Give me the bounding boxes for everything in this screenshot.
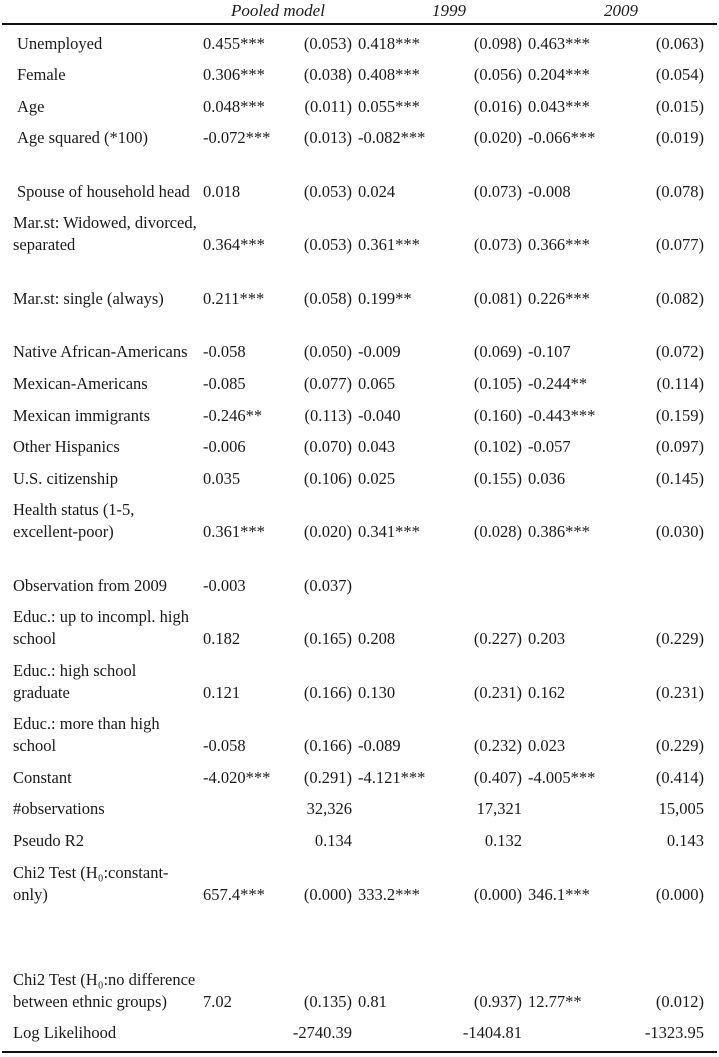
cell-1999-coef: 0.065 <box>358 373 396 393</box>
cell-1999-coef: 0.055*** <box>358 96 420 116</box>
row-label: #observations <box>13 799 105 819</box>
cell-1999-coef: 0.418*** <box>358 33 420 53</box>
cell-1999-coef: -0.040 <box>358 405 401 425</box>
cell-2009-se: (0.019) <box>655 128 704 148</box>
cell-pooled-se: (0.053) <box>303 235 352 255</box>
row-label: Chi2 Test (H₀:no difference between ethnic groups) <box>13 969 196 1011</box>
cell-pooled-coef: 0.306*** <box>203 65 265 85</box>
cell-pooled-coef: 0.182 <box>203 629 241 649</box>
row-label: Other Hispanics <box>13 437 120 457</box>
cell-pooled-se: (0.291) <box>303 767 352 787</box>
row-label: Health status (1-5, excellent-poor) <box>13 500 135 542</box>
table-row <box>0 494 704 548</box>
cell-pooled-coef: -0.058 <box>203 342 246 362</box>
cell-pooled-coef: 0.455*** <box>203 33 265 53</box>
cell-1999-se: (0.069) <box>473 342 522 362</box>
row-label: Mexican immigrants <box>13 405 151 425</box>
row-label: Educ.: high school graduate <box>13 660 137 702</box>
table-row <box>0 431 704 463</box>
cell-pooled-coef: 0.211*** <box>203 288 265 308</box>
cell-2009-coef <box>522 547 610 601</box>
row-label: Observation from 2009 <box>13 575 167 595</box>
cell-2009-se: (0.114) <box>656 373 704 393</box>
cell-pooled-se: (0.106) <box>303 468 352 488</box>
table-row <box>0 547 704 601</box>
cell-1999-coef: -0.009 <box>358 342 401 362</box>
cell-1999-coef: -4.121*** <box>358 767 426 787</box>
row-label: U.S. citizenship <box>13 468 118 488</box>
cell-1999-se: (0.232) <box>473 736 522 756</box>
cell-pooled-se: -2740.39 <box>292 1023 352 1043</box>
table-row <box>0 793 704 825</box>
top-rule <box>2 23 717 25</box>
cell-pooled-se: (0.053) <box>303 33 352 53</box>
cell-2009-se: (0.159) <box>655 405 704 425</box>
cell-1999-coef <box>352 547 440 601</box>
table-row <box>0 1017 704 1049</box>
cell-pooled-coef: -0.085 <box>203 373 246 393</box>
regression-table <box>0 27 704 1048</box>
cell-pooled-coef: 0.361*** <box>203 522 265 542</box>
cell-1999-se: (0.155) <box>473 468 522 488</box>
table-row <box>0 399 704 431</box>
cell-2009-se <box>610 547 704 601</box>
cell-1999-se: (0.937) <box>473 991 522 1011</box>
cell-pooled-se: (0.058) <box>303 288 352 308</box>
row-label: Mexican-Americans <box>13 373 148 393</box>
cell-pooled-coef: 657.4*** <box>203 884 265 904</box>
cell-pooled-coef: -0.246** <box>203 405 263 425</box>
cell-2009-se: (0.229) <box>655 736 704 756</box>
cell-1999-coef: 333.2*** <box>358 884 420 904</box>
cell-2009-se: (0.229) <box>655 629 704 649</box>
row-label: Mar.st: single (always) <box>13 288 164 308</box>
cell-2009-coef: 0.226*** <box>528 288 590 308</box>
cell-2009-coef <box>522 793 610 825</box>
cell-2009-coef: -0.443*** <box>528 405 596 425</box>
cell-pooled-coef: -0.003 <box>203 575 246 595</box>
cell-pooled-coef <box>197 824 285 856</box>
cell-2009-se: (0.097) <box>655 437 704 457</box>
cell-2009-se: (0.054) <box>655 65 704 85</box>
cell-1999-se: (0.407) <box>473 767 522 787</box>
cell-pooled-se: (0.165) <box>303 629 352 649</box>
cell-pooled-se: (0.077) <box>303 373 352 393</box>
cell-2009-coef: -0.057 <box>528 437 571 457</box>
row-label: Educ.: more than high school <box>13 714 160 756</box>
table-row <box>0 708 704 762</box>
cell-1999-coef: 0.043 <box>358 437 396 457</box>
header-2009: 2009 <box>604 1 638 20</box>
cell-1999-coef: 0.199** <box>358 288 412 308</box>
cell-2009-se: (0.072) <box>655 342 704 362</box>
cell-pooled-coef: 0.364*** <box>203 235 265 255</box>
cell-1999-coef: 0.025 <box>358 468 396 488</box>
cell-1999-coef <box>352 824 440 856</box>
cell-2009-se: (0.077) <box>655 235 704 255</box>
table-row <box>0 856 704 910</box>
cell-2009-se: (0.000) <box>655 884 704 904</box>
cell-2009-coef: 0.023 <box>528 736 566 756</box>
cell-2009-se: (0.414) <box>655 767 704 787</box>
cell-pooled-se: (0.011) <box>304 96 352 116</box>
cell-2009-se: (0.078) <box>655 181 704 201</box>
cell-pooled-coef: 0.035 <box>203 468 241 488</box>
cell-1999-coef: 0.024 <box>358 181 396 201</box>
cell-pooled-coef <box>197 793 285 825</box>
cell-2009-coef: 0.204*** <box>528 65 590 85</box>
table-body <box>0 27 704 1048</box>
row-label: Mar.st: Widowed, divorced, separated <box>13 213 197 255</box>
row-label: Female <box>17 65 66 85</box>
cell-1999-coef: 0.208 <box>358 629 396 649</box>
cell-2009-coef: 0.162 <box>528 682 566 702</box>
cell-1999-se: (0.028) <box>473 522 522 542</box>
table-row <box>0 654 704 708</box>
cell-2009-se: (0.082) <box>655 288 704 308</box>
cell-1999-se: (0.073) <box>473 181 522 201</box>
cell-pooled-se: (0.020) <box>303 522 352 542</box>
cell-1999-coef <box>352 1017 440 1049</box>
table-row <box>0 462 704 494</box>
row-label: Age <box>17 96 45 116</box>
cell-2009-coef: 12.77** <box>528 991 582 1011</box>
cell-2009-coef: 0.043*** <box>528 96 590 116</box>
row-label: Chi2 Test (H₀:constant-only) <box>13 862 169 904</box>
cell-pooled-se: (0.053) <box>303 181 352 201</box>
table-row <box>0 260 704 314</box>
cell-1999-coef: 0.361*** <box>358 235 420 255</box>
cell-1999-se: (0.073) <box>473 235 522 255</box>
cell-1999-se: 17,321 <box>476 799 522 819</box>
table-header <box>0 0 719 24</box>
cell-pooled-coef: 0.121 <box>203 682 241 702</box>
cell-pooled-coef: 7.02 <box>203 991 232 1011</box>
table-row <box>0 601 704 655</box>
cell-2009-se: -1323.95 <box>644 1023 704 1043</box>
cell-1999-se: (0.231) <box>473 682 522 702</box>
cell-1999-se: (0.000) <box>473 884 522 904</box>
row-label: Pseudo R2 <box>13 831 85 851</box>
cell-2009-coef: -0.066*** <box>528 128 596 148</box>
cell-1999-coef: 0.81 <box>358 991 387 1011</box>
cell-pooled-se: (0.013) <box>303 128 352 148</box>
cell-pooled-coef: 0.018 <box>203 181 241 201</box>
cell-2009-se: (0.030) <box>655 522 704 542</box>
cell-pooled-se: (0.037) <box>303 575 352 595</box>
cell-2009-se: 0.143 <box>666 831 704 851</box>
row-label: Native African-Americans <box>13 342 188 362</box>
cell-2009-coef: -0.008 <box>528 181 571 201</box>
cell-2009-se: (0.015) <box>655 96 704 116</box>
cell-1999-coef <box>352 793 440 825</box>
cell-1999-coef: 0.341*** <box>358 522 420 542</box>
header-1999: 1999 <box>432 1 466 20</box>
row-label: Log Likelihood <box>13 1023 117 1043</box>
cell-pooled-se: (0.113) <box>304 405 352 425</box>
cell-pooled-coef: -0.058 <box>203 736 246 756</box>
cell-1999-se: (0.098) <box>473 33 522 53</box>
cell-pooled-se: (0.166) <box>303 736 352 756</box>
cell-2009-coef: 0.463*** <box>528 33 590 53</box>
cell-pooled-se: (0.135) <box>303 991 352 1011</box>
cell-2009-se: (0.063) <box>655 33 704 53</box>
cell-2009-coef: -0.107 <box>528 342 571 362</box>
cell-1999-se: -1404.81 <box>462 1023 522 1043</box>
cell-1999-se: 0.132 <box>484 831 522 851</box>
row-label: Educ.: up to incompl. high school <box>13 607 189 649</box>
cell-2009-coef: 0.036 <box>528 468 566 488</box>
bottom-rule <box>2 1051 717 1053</box>
cell-pooled-coef: 0.048*** <box>203 96 265 116</box>
table-row <box>0 910 704 1017</box>
cell-2009-se: (0.231) <box>655 682 704 702</box>
cell-1999-se: (0.105) <box>473 373 522 393</box>
table-row <box>0 122 704 154</box>
cell-pooled-se: (0.000) <box>303 884 352 904</box>
cell-2009-coef: -4.005*** <box>528 767 596 787</box>
table-row <box>0 367 704 399</box>
row-label: Spouse of household head <box>17 181 190 201</box>
cell-1999-se: (0.020) <box>473 128 522 148</box>
cell-1999-coef: -0.089 <box>358 736 401 756</box>
cell-2009-coef <box>522 1017 610 1049</box>
cell-2009-coef <box>522 824 610 856</box>
cell-1999-se: (0.160) <box>473 405 522 425</box>
row-label: Constant <box>13 767 72 787</box>
table-row <box>0 314 704 368</box>
cell-pooled-se: (0.166) <box>303 682 352 702</box>
cell-1999-se: (0.081) <box>473 288 522 308</box>
table-row <box>0 153 704 207</box>
cell-1999-coef: 0.130 <box>358 682 396 702</box>
table-row <box>0 27 704 59</box>
table-row <box>0 824 704 856</box>
table-row <box>0 207 704 261</box>
cell-pooled-se: (0.070) <box>303 437 352 457</box>
cell-1999-se: (0.016) <box>473 96 522 116</box>
cell-pooled-se: 32,326 <box>306 799 352 819</box>
cell-2009-coef: 346.1*** <box>528 884 590 904</box>
row-label: Age squared (*100) <box>17 128 149 148</box>
cell-2009-se: 15,005 <box>658 799 704 819</box>
header-pooled-model: Pooled model <box>231 1 325 20</box>
table-row <box>0 761 704 793</box>
cell-pooled-coef <box>197 1017 285 1049</box>
cell-1999-se: (0.227) <box>473 629 522 649</box>
cell-2009-se: (0.012) <box>655 991 704 1011</box>
cell-2009-se: (0.145) <box>655 468 704 488</box>
cell-1999-coef: -0.082*** <box>358 128 426 148</box>
cell-pooled-se: 0.134 <box>314 831 352 851</box>
cell-2009-coef: 0.203 <box>528 629 566 649</box>
cell-pooled-coef: -4.020*** <box>203 767 271 787</box>
cell-pooled-coef: -0.072*** <box>203 128 271 148</box>
cell-2009-coef: 0.366*** <box>528 235 590 255</box>
cell-pooled-se: (0.050) <box>303 342 352 362</box>
table-row <box>0 90 704 122</box>
cell-pooled-coef: -0.006 <box>203 437 246 457</box>
cell-2009-coef: 0.386*** <box>528 522 590 542</box>
cell-1999-se: (0.102) <box>473 437 522 457</box>
cell-1999-coef: 0.408*** <box>358 65 420 85</box>
cell-1999-se: (0.056) <box>473 65 522 85</box>
cell-1999-se <box>440 547 522 601</box>
table-row <box>0 59 704 91</box>
cell-2009-coef: -0.244** <box>528 373 588 393</box>
cell-pooled-se: (0.038) <box>303 65 352 85</box>
row-label: Unemployed <box>17 33 103 53</box>
